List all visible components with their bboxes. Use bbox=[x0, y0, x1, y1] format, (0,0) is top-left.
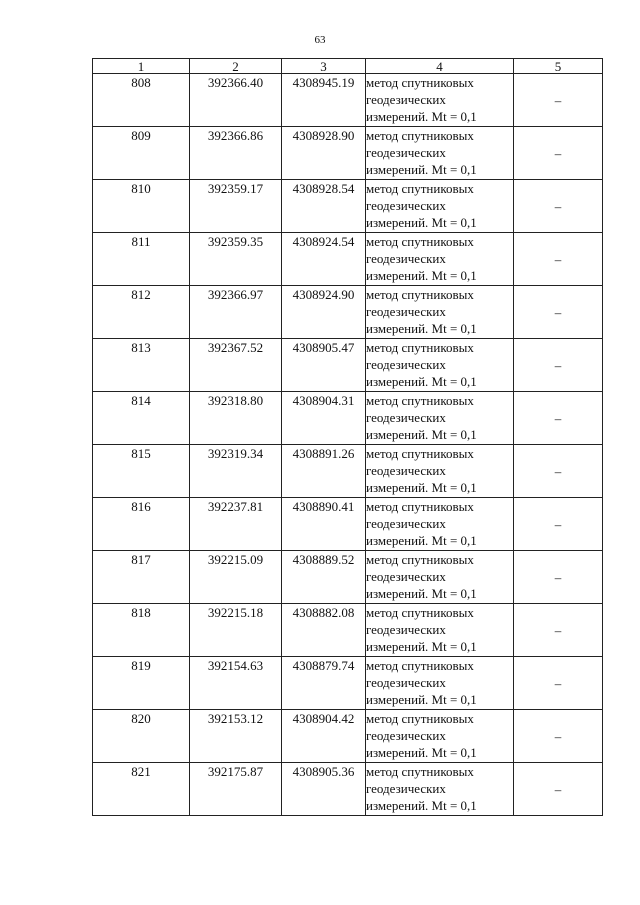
method-cell bbox=[366, 233, 514, 286]
y-coordinate-cell: 4308889.52 bbox=[282, 551, 366, 604]
method-text-line: геодезических bbox=[366, 569, 446, 584]
y-coordinate-cell: 4308905.36 bbox=[282, 763, 366, 816]
note-cell: – bbox=[514, 763, 603, 816]
method-text-line: измерений. Mt = 0,1 bbox=[366, 639, 477, 654]
table-body bbox=[93, 74, 603, 816]
note-cell: – bbox=[514, 286, 603, 339]
method-cell bbox=[366, 74, 514, 127]
method-text-line: измерений. Mt = 0,1 bbox=[366, 321, 477, 336]
method-text-line: геодезических bbox=[366, 622, 446, 637]
method-text-line: геодезических bbox=[366, 198, 446, 213]
method-text-line: измерений. Mt = 0,1 bbox=[366, 162, 477, 177]
table-row bbox=[93, 710, 603, 763]
method-cell bbox=[366, 180, 514, 233]
point-number-cell: 818 bbox=[93, 604, 190, 657]
point-number-cell: 809 bbox=[93, 127, 190, 180]
column-header-5: 5 bbox=[514, 59, 603, 74]
method-text-line: измерений. Mt = 0,1 bbox=[366, 798, 477, 813]
method-text-line: метод спутниковых bbox=[366, 287, 474, 302]
column-header-2: 2 bbox=[190, 59, 282, 74]
table-row bbox=[93, 445, 603, 498]
method-text-line: метод спутниковых bbox=[366, 658, 474, 673]
method-text-line: геодезических bbox=[366, 675, 446, 690]
method-cell bbox=[366, 551, 514, 604]
method-text-line: геодезических bbox=[366, 92, 446, 107]
point-number-cell: 817 bbox=[93, 551, 190, 604]
column-header-4: 4 bbox=[366, 59, 514, 74]
table-row bbox=[93, 180, 603, 233]
note-cell: – bbox=[514, 604, 603, 657]
y-coordinate-cell: 4308905.47 bbox=[282, 339, 366, 392]
method-text-line: метод спутниковых bbox=[366, 552, 474, 567]
x-coordinate-cell: 392237.81 bbox=[190, 498, 282, 551]
method-cell bbox=[366, 445, 514, 498]
method-text-line: метод спутниковых bbox=[366, 128, 474, 143]
note-cell: – bbox=[514, 710, 603, 763]
note-cell: – bbox=[514, 339, 603, 392]
table-row bbox=[93, 498, 603, 551]
y-coordinate-cell: 4308928.54 bbox=[282, 180, 366, 233]
table-row bbox=[93, 339, 603, 392]
method-cell bbox=[366, 286, 514, 339]
method-text-line: измерений. Mt = 0,1 bbox=[366, 533, 477, 548]
point-number-cell: 808 bbox=[93, 74, 190, 127]
x-coordinate-cell: 392366.86 bbox=[190, 127, 282, 180]
method-cell bbox=[366, 657, 514, 710]
column-header-3: 3 bbox=[282, 59, 366, 74]
method-text-line: геодезических bbox=[366, 410, 446, 425]
method-cell bbox=[366, 604, 514, 657]
note-cell: – bbox=[514, 127, 603, 180]
x-coordinate-cell: 392215.18 bbox=[190, 604, 282, 657]
method-cell bbox=[366, 763, 514, 816]
method-text-line: метод спутниковых bbox=[366, 711, 474, 726]
method-text-line: метод спутниковых bbox=[366, 181, 474, 196]
y-coordinate-cell: 4308891.26 bbox=[282, 445, 366, 498]
note-cell: – bbox=[514, 657, 603, 710]
x-coordinate-cell: 392175.87 bbox=[190, 763, 282, 816]
x-coordinate-cell: 392318.80 bbox=[190, 392, 282, 445]
x-coordinate-cell: 392359.35 bbox=[190, 233, 282, 286]
y-coordinate-cell: 4308904.42 bbox=[282, 710, 366, 763]
method-text-line: метод спутниковых bbox=[366, 446, 474, 461]
page-number: 63 bbox=[314, 34, 326, 46]
note-cell: – bbox=[514, 551, 603, 604]
method-text-line: измерений. Mt = 0,1 bbox=[366, 745, 477, 760]
method-text-line: измерений. Mt = 0,1 bbox=[366, 692, 477, 707]
y-coordinate-cell: 4308924.54 bbox=[282, 233, 366, 286]
table-header-row bbox=[93, 59, 603, 74]
table-row bbox=[93, 604, 603, 657]
x-coordinate-cell: 392215.09 bbox=[190, 551, 282, 604]
column-header-1: 1 bbox=[93, 59, 190, 74]
coordinates-table bbox=[92, 58, 603, 816]
method-text-line: геодезических bbox=[366, 357, 446, 372]
table-row bbox=[93, 127, 603, 180]
y-coordinate-cell: 4308945.19 bbox=[282, 74, 366, 127]
y-coordinate-cell: 4308924.90 bbox=[282, 286, 366, 339]
method-text-line: геодезических bbox=[366, 516, 446, 531]
note-cell: – bbox=[514, 498, 603, 551]
point-number-cell: 821 bbox=[93, 763, 190, 816]
table-row bbox=[93, 233, 603, 286]
table-row bbox=[93, 286, 603, 339]
table-row bbox=[93, 551, 603, 604]
x-coordinate-cell: 392367.52 bbox=[190, 339, 282, 392]
method-text-line: геодезических bbox=[366, 304, 446, 319]
method-text-line: геодезических bbox=[366, 251, 446, 266]
method-cell bbox=[366, 127, 514, 180]
x-coordinate-cell: 392366.97 bbox=[190, 286, 282, 339]
method-cell bbox=[366, 498, 514, 551]
method-cell bbox=[366, 339, 514, 392]
point-number-cell: 813 bbox=[93, 339, 190, 392]
y-coordinate-cell: 4308882.08 bbox=[282, 604, 366, 657]
point-number-cell: 820 bbox=[93, 710, 190, 763]
method-text-line: геодезических bbox=[366, 728, 446, 743]
method-text-line: измерений. Mt = 0,1 bbox=[366, 374, 477, 389]
method-text-line: геодезических bbox=[366, 781, 446, 796]
x-coordinate-cell: 392319.34 bbox=[190, 445, 282, 498]
method-text-line: измерений. Mt = 0,1 bbox=[366, 109, 477, 124]
y-coordinate-cell: 4308928.90 bbox=[282, 127, 366, 180]
point-number-cell: 816 bbox=[93, 498, 190, 551]
method-text-line: метод спутниковых bbox=[366, 499, 474, 514]
point-number-cell: 811 bbox=[93, 233, 190, 286]
table-row bbox=[93, 392, 603, 445]
note-cell: – bbox=[514, 233, 603, 286]
method-cell bbox=[366, 392, 514, 445]
table-row bbox=[93, 763, 603, 816]
method-text-line: метод спутниковых bbox=[366, 605, 474, 620]
point-number-cell: 812 bbox=[93, 286, 190, 339]
y-coordinate-cell: 4308890.41 bbox=[282, 498, 366, 551]
y-coordinate-cell: 4308879.74 bbox=[282, 657, 366, 710]
point-number-cell: 815 bbox=[93, 445, 190, 498]
note-cell: – bbox=[514, 74, 603, 127]
point-number-cell: 810 bbox=[93, 180, 190, 233]
method-text-line: метод спутниковых bbox=[366, 234, 474, 249]
method-text-line: геодезических bbox=[366, 145, 446, 160]
method-text-line: геодезических bbox=[366, 463, 446, 478]
note-cell: – bbox=[514, 445, 603, 498]
x-coordinate-cell: 392154.63 bbox=[190, 657, 282, 710]
method-text-line: метод спутниковых bbox=[366, 764, 474, 779]
x-coordinate-cell: 392359.17 bbox=[190, 180, 282, 233]
note-cell: – bbox=[514, 392, 603, 445]
method-text-line: измерений. Mt = 0,1 bbox=[366, 480, 477, 495]
method-text-line: измерений. Mt = 0,1 bbox=[366, 215, 477, 230]
x-coordinate-cell: 392366.40 bbox=[190, 74, 282, 127]
method-cell bbox=[366, 710, 514, 763]
y-coordinate-cell: 4308904.31 bbox=[282, 392, 366, 445]
method-text-line: метод спутниковых bbox=[366, 75, 474, 90]
table-row bbox=[93, 74, 603, 127]
method-text-line: метод спутниковых bbox=[366, 340, 474, 355]
x-coordinate-cell: 392153.12 bbox=[190, 710, 282, 763]
method-text-line: метод спутниковых bbox=[366, 393, 474, 408]
method-text-line: измерений. Mt = 0,1 bbox=[366, 586, 477, 601]
method-text-line: измерений. Mt = 0,1 bbox=[366, 427, 477, 442]
method-text-line: измерений. Mt = 0,1 bbox=[366, 268, 477, 283]
point-number-cell: 819 bbox=[93, 657, 190, 710]
point-number-cell: 814 bbox=[93, 392, 190, 445]
note-cell: – bbox=[514, 180, 603, 233]
table-row bbox=[93, 657, 603, 710]
